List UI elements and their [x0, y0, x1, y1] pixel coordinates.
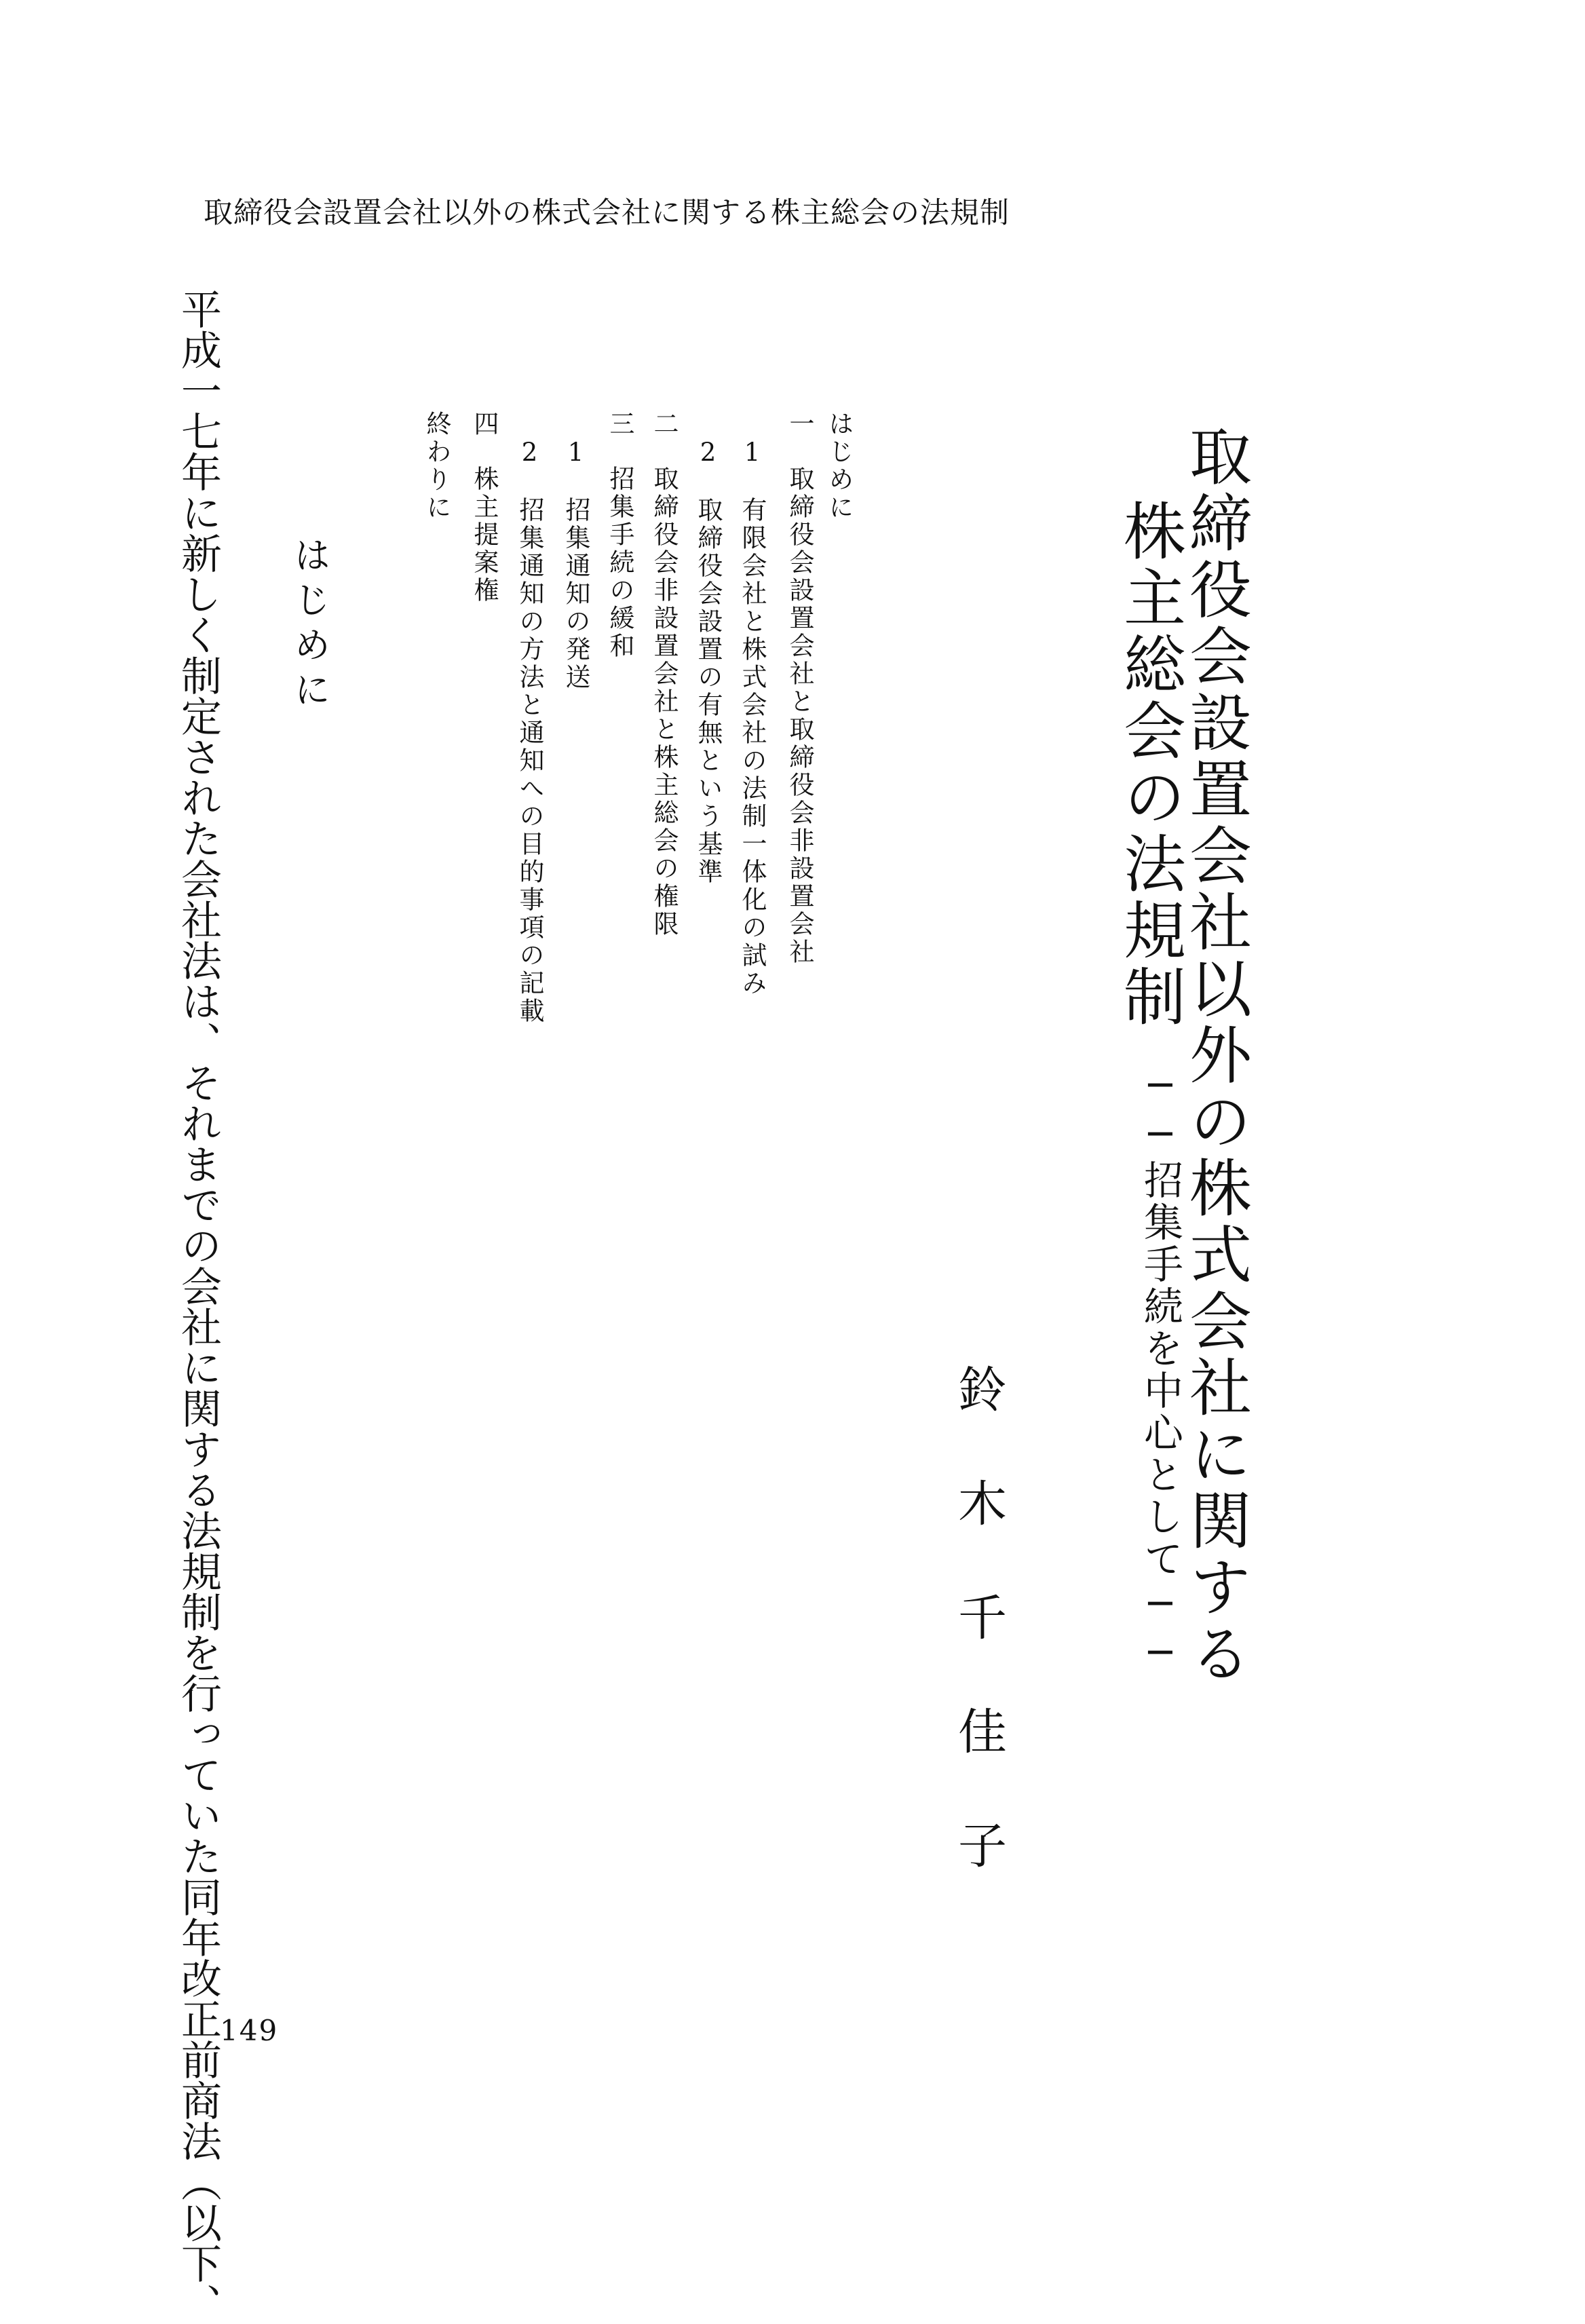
toc-item-label: 株主提案権 [470, 465, 499, 605]
toc-item-number: 2 [693, 438, 723, 470]
toc-item-number: 1 [738, 438, 767, 470]
subtitle: ──招集手続を中心として── [1137, 1062, 1183, 1678]
toc-item-label: 取締役会設置会社と取締役会非設置会社 [785, 465, 814, 966]
running-head: 取締役会設置会社以外の株式会社に関する株主総会の法規制 [204, 196, 1010, 230]
toc-item-label: 終わりに [422, 411, 451, 522]
title-line-2: 株主総会の法規制 [1113, 499, 1186, 1031]
toc-item [563, 438, 588, 691]
toc-item [695, 438, 721, 886]
author-name: 鈴木千佳子 [950, 1364, 1007, 1934]
toc-item [424, 411, 449, 522]
toc-item-number: 二 [649, 411, 679, 438]
toc-item [607, 411, 632, 660]
toc-item-number: 四 [470, 411, 499, 438]
body-text: 平成一七年に新しく制定された会社法は、それまでの会社に関する法規制を行っていた同年改正前商法（以下、 [174, 288, 222, 2324]
toc-item-number: 1 [561, 438, 590, 470]
page-number: 149 [220, 2014, 279, 2047]
toc-item-label: 有限会社と株式会社の法制一体化の試み [738, 497, 767, 997]
toc-item-label: 取締役会非設置会社と株主総会の権限 [649, 465, 679, 938]
toc-item-label: 招集手続の緩和 [605, 465, 634, 660]
section-heading: はじめに [288, 536, 331, 715]
toc-item-label: 取締役会設置の有無という基準 [693, 497, 723, 886]
toc-item [472, 411, 497, 605]
toc-item-label: 招集通知の方法と通知への目的事項の記載 [515, 497, 544, 1025]
toc-item [740, 438, 765, 997]
toc-item-number: 一 [785, 411, 814, 438]
toc-item [826, 411, 852, 522]
toc-item-number: 三 [605, 411, 634, 438]
toc-item [649, 411, 679, 938]
toc-item-number: 2 [515, 438, 544, 470]
title-line-1: 取締役会設置会社以外の株式会社に関する [1179, 424, 1252, 1688]
toc-item [517, 438, 542, 1025]
toc-item-label: 招集通知の発送 [561, 497, 590, 691]
toc-item [787, 411, 812, 966]
toc-item-label: はじめに [824, 411, 854, 522]
